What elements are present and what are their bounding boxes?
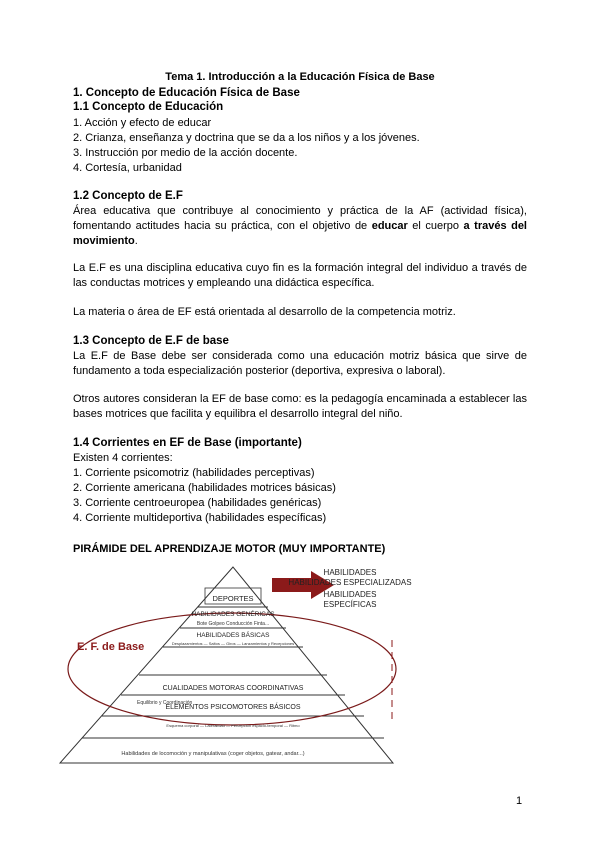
list-item: 4. Corriente multideportiva (habilidades específicas) [73,512,327,524]
level-detail: Equilibrio y Coordinación [137,700,193,706]
level-detail: Bote Golpeo Conducción Finta... [196,621,270,627]
list-item: 2. Crianza, enseñanza y doctrina que se da a los niños y a los jóvenes. [73,132,420,144]
list-item: 3. Corriente centroeuropea (habilidades genéricas) [73,497,322,509]
document-title: Tema 1. Introducción a la Educación Física de Base [165,71,435,83]
list-item: 3. Instrucción por medio de la acción docente. [73,147,298,159]
section-1-2-heading: 1.2 Concepto de E.F [73,190,183,202]
level-title: CUALIDADES MOTORAS COORDINATIVAS [162,685,304,692]
level-detail: Habilidades de locomoción y manipulativas (coger objetos, gatear, andar...) [121,751,305,757]
ef-discipline-paragraph: La E.F es una disciplina educativa cuyo fin es la formación integral del individuo a través de las conductas motrices y empleando una didáctica específica. [73,262,527,289]
level-detail: Esquema corporal — Lateralidad — Percepción espacio-temporal — Ritmo [166,723,300,728]
label-specific-skills: HABILIDADES ESPECÍFICAS [323,590,377,609]
list-item: 2. Corriente americana (habilidades motrices básicas) [73,482,336,494]
other-authors-paragraph: Otros autores consideran la EF de base como: es la pedagogía encaminada a establecer las bases motrices que facilita y equilibra el desarrollo integral del niño. [73,393,527,420]
level-title: HABILIDADES BÁSICAS [196,632,270,639]
level-title: DEPORTES [212,594,254,603]
section-1-3-heading: 1.3 Concepto de E.F de base [73,335,229,347]
page-number: 1 [516,795,523,807]
section-1-4-heading: 1.4 Corrientes en EF de Base (importante) [73,437,302,449]
label-specialized-skills: HABILIDADES HABILIDADES ESPECIALIZADAS [288,568,412,587]
list-item: 1. Acción y efecto de educar [73,117,212,129]
ef-competence-paragraph: La materia o área de EF está orientada al desarrollo de la competencia motriz. [73,306,456,318]
level-title: HABILIDADES GENÉRICAS [191,611,275,618]
currents-intro: Existen 4 corrientes: [73,452,173,464]
level-detail: Desplazamientos — Saltos — Giros — Lanzamientos y Recepciones [171,641,295,646]
list-item: 1. Corriente psicomotriz (habilidades perceptivas) [73,467,315,479]
ef-base-paragraph: La E.F de Base debe ser considerada como una educación motriz básica que sirve de fundamento a toda especialización posterior (deportiva, expresiva o laboral). [73,350,527,377]
pyramid-heading: PIRÁMIDE DEL APRENDIZAJE MOTOR (MUY IMPORTANTE) [73,543,386,555]
ef-base-label: E. F. de Base [77,641,145,653]
level-title: ELEMENTOS PSICOMOTORES BÁSICOS [165,704,301,711]
list-item: 4. Cortesía, urbanidad [73,162,182,174]
section-1-heading: 1. Concepto de Educación Física de Base [73,87,300,99]
section-1-1-heading: 1.1 Concepto de Educación [73,101,224,113]
ef-definition-paragraph: Área educativa que contribuye al conocimiento y práctica de la AF (actividad física), fomentando actitudes hacia su práctica, con el objetivo de educar el cuerpo a través del movimiento. [73,205,527,247]
